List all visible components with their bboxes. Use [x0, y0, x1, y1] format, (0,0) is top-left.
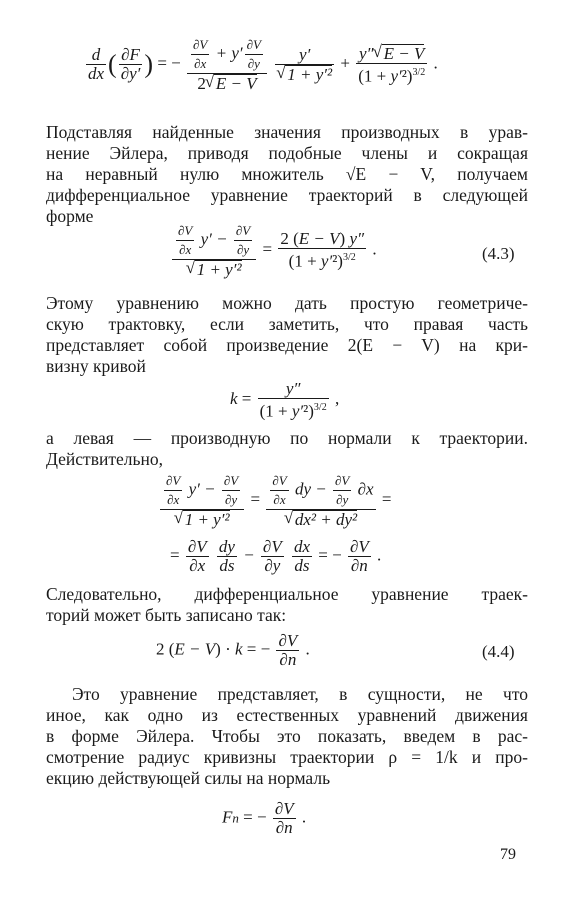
text-line: Это уравнение представляет, в сущности, не что — [72, 684, 528, 704]
text-line: смотрение радиус кривизны траектории ρ = 1/k и про- — [46, 747, 528, 767]
equation-4-3: $\frac{\partial V}{\partial x}$ y′ − $\frac{\partial V}{\partial y}$ √ 1 + y′² = $\frac{2 (E - V) y''}{(1 + y'^2)^{3/2}}$ . — [170, 222, 377, 279]
text-line: иное, как одно из естественных уравнений движения — [46, 705, 528, 725]
text-line: дифференциальное уравнение траекторий в следующей — [46, 185, 528, 205]
text-line: Следовательно, дифференциальное уравнение траек- — [46, 584, 528, 604]
paragraph-3 — [46, 428, 528, 470]
text-line: визну кривой — [46, 356, 146, 376]
text-line: нение Эйлера, приводя подобные члены и сокращая — [46, 143, 528, 163]
text-line: представляет собой произведение 2(E − V) на кри- — [46, 335, 528, 355]
text-line: в форме Эйлера. Чтобы это показать, введем в рас- — [46, 726, 528, 746]
paragraph-1 — [46, 122, 528, 227]
text-line: Действительно, — [46, 449, 163, 469]
text-line: торий может быть записано так: — [46, 605, 287, 625]
page-number: 79 — [500, 846, 516, 863]
derivation-line-1: $\frac{\partial V}{\partial x}$ y′ − $\frac{\partial V}{\partial y}$ √ 1 + y′² = $\frac{\partial V}{\partial x}$ dy − $\frac{\partial V}{\partial y}$ ∂x √ dx² + dy² = — [158, 472, 391, 529]
text-line: а левая — производную по нормали к траектории. — [46, 428, 528, 448]
text-line: Подставляя найденные значения производных в урав- — [46, 122, 528, 142]
curvature-formula: k = $\frac{y''}{(1 + y'^2)^{3/2}}$ , — [230, 379, 340, 421]
text-line: Этому уравнению можно дать простую геометриче- — [46, 293, 528, 313]
text-line: скую трактовку, если заметить, что правая часть — [46, 314, 528, 334]
derivation-line-2: = $\frac{\partial V}{\partial x}$ $\frac{dy}{ds}$ − $\frac{\partial V}{\partial y}$ $\frac{dx}{ds}$ = − $\frac{\partial V}{\partial n}$ . — [170, 537, 382, 575]
force-formula: Fn = − $\frac{\partial V}{\partial n}$ . — [222, 799, 307, 837]
paragraph-4 — [46, 584, 528, 626]
paragraph-2 — [46, 293, 528, 377]
equation-number-4-3: (4.3) — [482, 244, 515, 263]
equation-number-4-4: (4.4) — [482, 642, 515, 661]
formula-top: $\frac{d}{dx}$ ( $\frac{\partial F}{\partial y'}$ ) = − $\frac{\partial V}{\partial x}$ + y′ $\frac{\partial V}{\partial y}$ 2√ E − V y′ √ 1 + y′² + $\frac{y''√ E - V}{(1 + y'^2)^{3/2}}$ . — [84, 36, 438, 93]
text-line: на неравный нулю множитель √E − V, получаем — [46, 164, 528, 184]
paragraph-5 — [46, 684, 528, 789]
text-line: форме — [46, 206, 94, 226]
text-line: екцию действующей силы на нормаль — [46, 768, 331, 788]
equation-4-4: 2 (E − V) · k = − $\frac{\partial V}{\partial n}$ . — [156, 631, 310, 669]
